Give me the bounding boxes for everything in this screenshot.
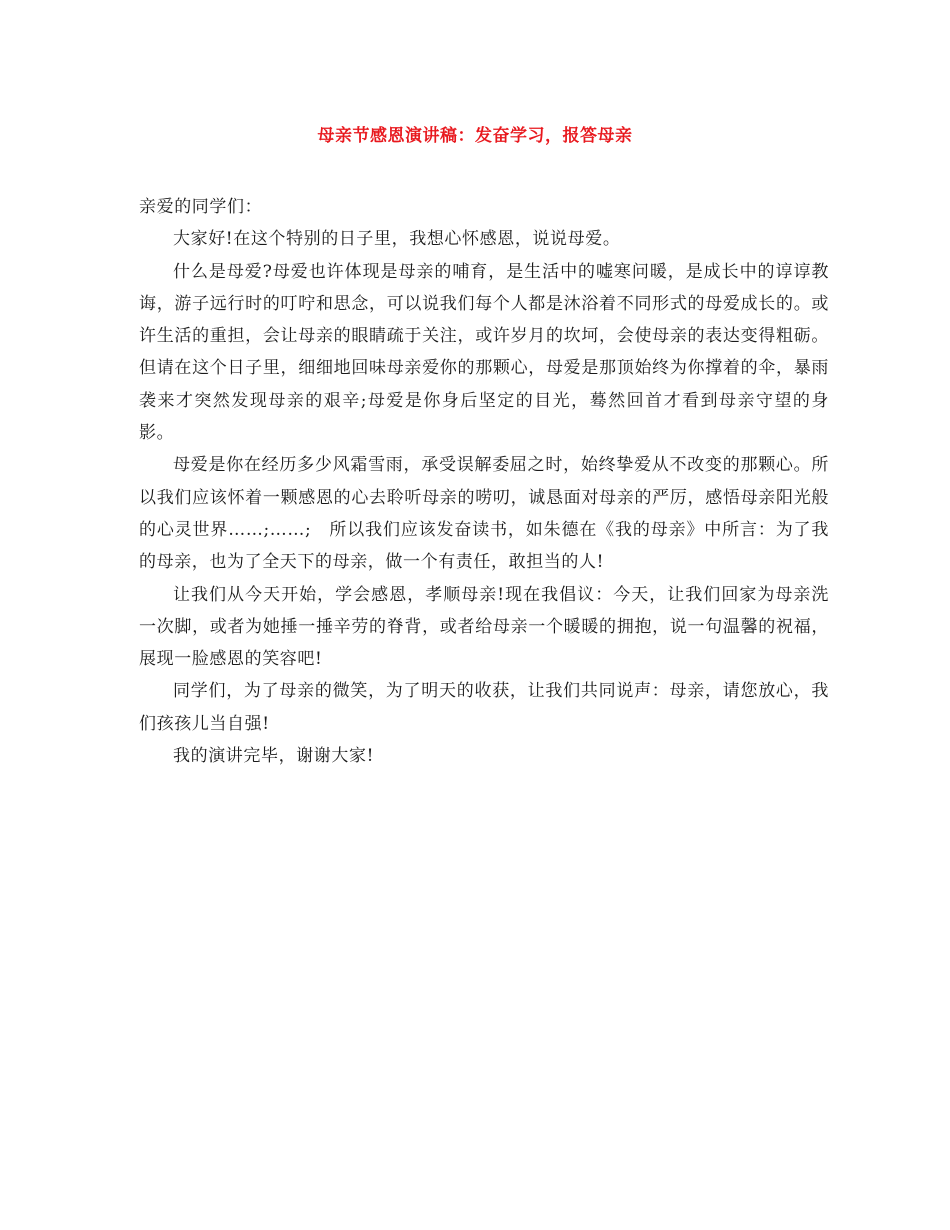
paragraph-proposal: 让我们从今天开始，学会感恩，孝顺母亲!现在我倡议：今天，让我们回家为母亲洗一次脚，或者为她捶一捶辛劳的脊背，或者给母亲一个暖暖的拥抱，说一句温馨的祝福，展现一脸感恩的笑容吧! [139, 584, 829, 670]
paragraph-promise: 同学们，为了母亲的微笑，为了明天的收获，让我们共同说声：母亲，请您放心，我们孩孩儿当自强! [139, 681, 829, 734]
paragraph-study-hard: 母爱是你在经历多少风霜雪雨，承受误解委屈之时，始终挚爱从不改变的那颗心。所以我们应该怀着一颗感恩的心去聆听母亲的唠叨，诚恳面对母亲的严厉，感悟母亲阳光般的心灵世界……;……; 所以我们应该发奋读书，如朱德在《我的母亲》中所言：为了我的母亲，也为了全天下的母亲，做一个有责任，敢担当的人! [139, 455, 829, 573]
paragraph-greeting: 大家好!在这个特别的日子里，我想心怀感恩，说说母爱。 [173, 229, 621, 250]
paragraph-what-is-mother-love: 什么是母爱?母爱也许体现是母亲的哺育，是生活中的嘘寒问暖，是成长中的谆谆教诲，游子远行时的叮咛和思念，可以说我们每个人都是沐浴着不同形式的母爱成长的。或许生活的重担，会让母亲的眼睛疏于关注，或许岁月的坎坷，会使母亲的表达变得粗砺。但请在这个日子里，细细地回味母亲爱你的那颗心，母爱是那顶始终为你撑着的伞，暴雨袭来才突然发现母亲的艰辛;母爱是你身后坚定的目光，蓦然回首才看到母亲守望的身影。 [139, 261, 829, 444]
document-body [139, 191, 829, 772]
paragraph-closing: 我的演讲完毕，谢谢大家! [173, 746, 375, 767]
document-title: 母亲节感恩演讲稿：发奋学习，报答母亲 [317, 126, 633, 146]
salutation: 亲爱的同学们： [139, 197, 263, 217]
